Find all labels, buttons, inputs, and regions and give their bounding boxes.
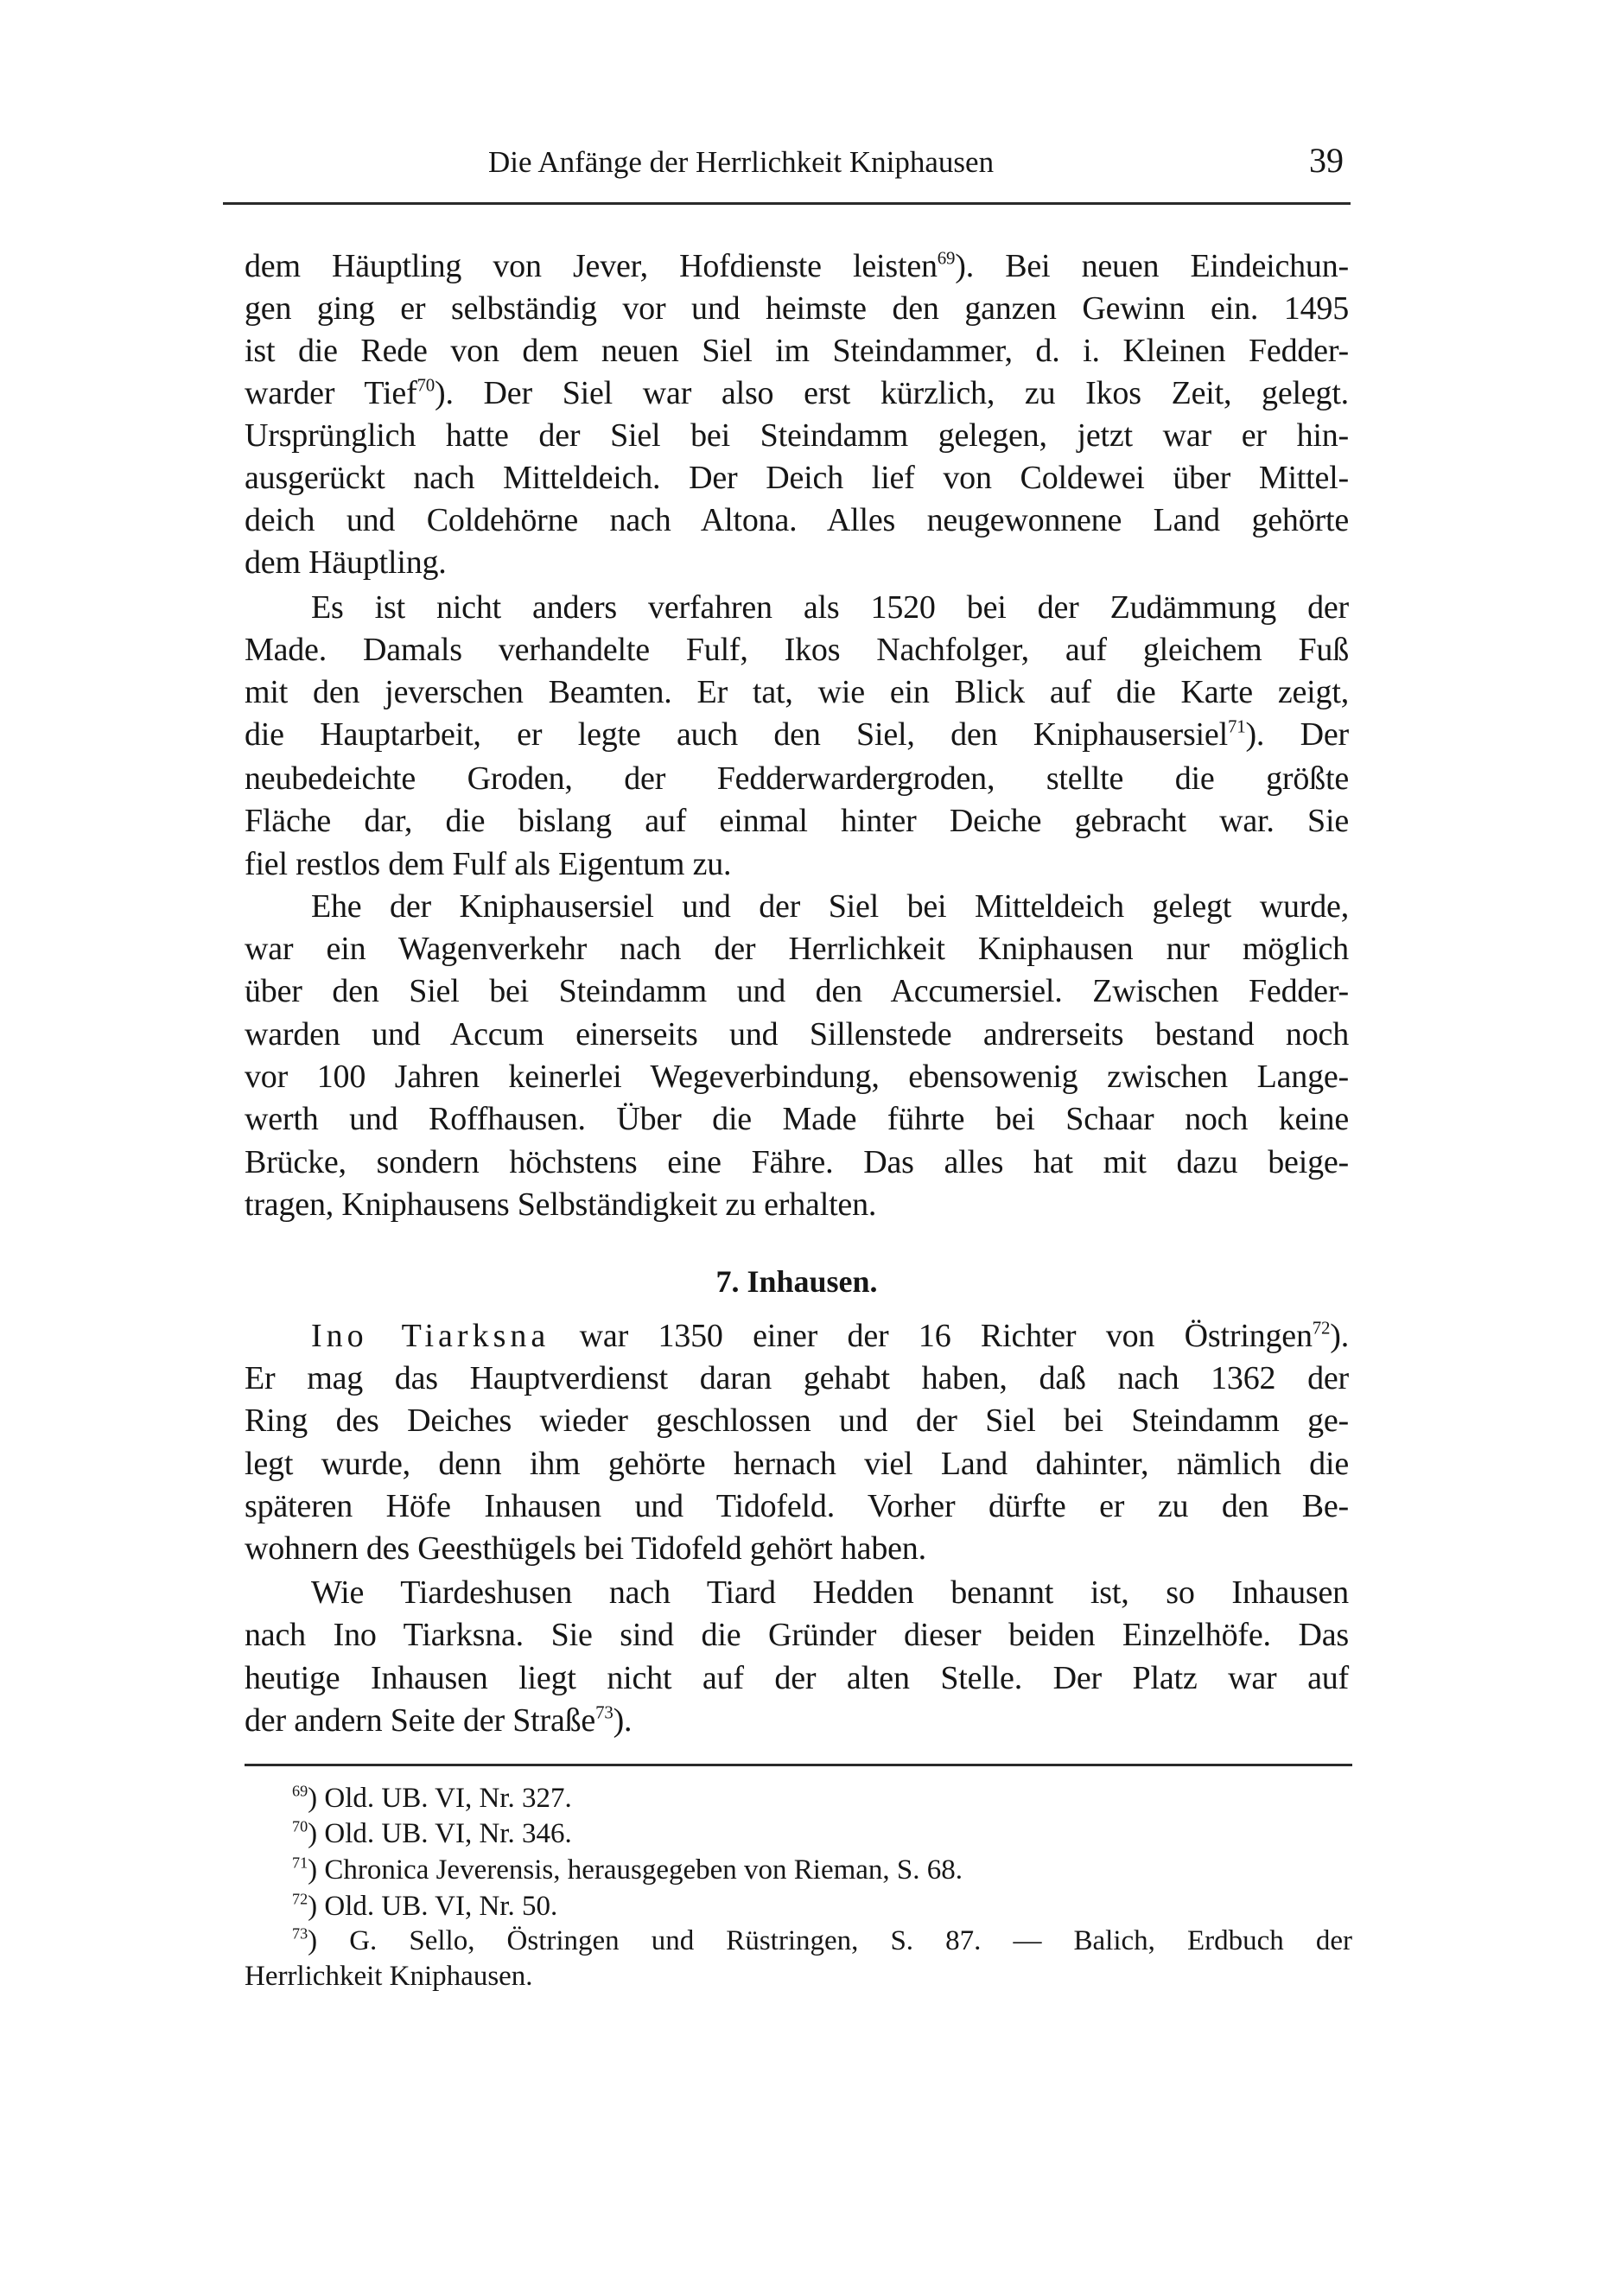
- text-run: die Hauptarbeit, er legte auch den Siel, den Kniphausersiel: [245, 716, 1228, 753]
- running-title: Die Anfänge der Herrlichkeit Kniphausen: [488, 145, 995, 179]
- footnote-text: ) Old. UB. VI, Nr. 50.: [308, 1891, 558, 1922]
- text-run: war ein Wagenverkehr nach der Herrlichkeit Kniphausen nur möglich: [245, 931, 1349, 967]
- footnote-ref: 73: [595, 1701, 613, 1723]
- page-number: 39: [1309, 141, 1344, 180]
- footnote-rule: [245, 1764, 1352, 1766]
- text-line: [245, 289, 1349, 328]
- text-line: [245, 672, 1349, 712]
- text-line: [245, 331, 1349, 371]
- text-line: [245, 1185, 1349, 1224]
- footnote-text: ) Old. UB. VI, Nr. 346.: [308, 1818, 572, 1849]
- footnote-ref: 70: [416, 374, 435, 396]
- footnote-number: 71: [292, 1854, 308, 1872]
- text-line: [245, 1529, 1349, 1568]
- text-line: [245, 1358, 1349, 1398]
- text-line: [245, 1014, 1349, 1054]
- footnote: [292, 1816, 572, 1851]
- text-line: [245, 416, 1349, 455]
- text-run: Made. Damals verhandelte Fulf, Ikos Nachfolger, auf gleichem Fuß: [245, 632, 1349, 668]
- text-run: ist die Rede von dem neuen Siel im Steindammer, d. i. Kleinen Fedder-: [245, 333, 1349, 369]
- footnote: [245, 1959, 533, 1994]
- text-run: ).: [613, 1702, 633, 1739]
- text-run: warder Tief: [245, 375, 417, 411]
- text-run: gen ging er selbständig vor und heimste den ganzen Gewinn ein. 1495: [245, 290, 1349, 327]
- footnote: [292, 1853, 963, 1887]
- text-line: [245, 500, 1349, 540]
- footnote-text: ) Chronica Jeverensis, herausgegeben von Rieman, S. 68.: [308, 1854, 963, 1886]
- footnote-ref: 69: [937, 247, 956, 269]
- footnote-text: ) Old. UB. VI, Nr. 327.: [308, 1783, 572, 1814]
- text-run: neubedeichte Groden, der Fedderwardergroden, stellte die größte: [245, 760, 1349, 797]
- text-line: [245, 844, 1349, 884]
- text-line: [245, 1486, 1349, 1526]
- text-line: [245, 759, 1349, 798]
- text-run: war 1350 einer der 16 Richter von Östringen: [550, 1318, 1313, 1354]
- text-line: [245, 458, 1349, 498]
- text-run: dem Häuptling.: [245, 544, 447, 581]
- text-line: [311, 588, 1349, 627]
- footnote-number: 73: [292, 1924, 308, 1943]
- footnote-ref: 72: [1312, 1317, 1331, 1339]
- section-heading: 7. Inhausen.: [715, 1264, 878, 1299]
- text-run: späteren Höfe Inhausen und Tidofeld. Vorher dürfte er zu den Be-: [245, 1488, 1349, 1524]
- text-run: Brücke, sondern höchstens eine Fähre. Das alles hat mit dazu beige-: [245, 1144, 1349, 1180]
- text-line: [245, 715, 1349, 754]
- text-run: werth und Roffhausen. Über die Made führte bei Schaar noch keine: [245, 1101, 1349, 1137]
- text-line: [245, 1701, 1349, 1740]
- text-line: [245, 1401, 1349, 1441]
- text-run: ausgerückt nach Mitteldeich. Der Deich lief von Coldewei über Mittel-: [245, 460, 1349, 496]
- text-line: [311, 887, 1349, 926]
- text-run: ). Der: [1245, 716, 1350, 753]
- text-run: ).: [1330, 1318, 1350, 1354]
- text-run: tragen, Kniphausens Selbständigkeit zu erhalten.: [245, 1186, 877, 1223]
- footnote-text: Herrlichkeit Kniphausen.: [245, 1961, 533, 1992]
- text-run: ). Bei neuen Eindeichun-: [955, 248, 1349, 284]
- text-line: [245, 1615, 1349, 1655]
- text-line: [245, 630, 1349, 670]
- text-run: Ursprünglich hatte der Siel bei Steindamm gelegen, jetzt war er hin-: [245, 417, 1349, 454]
- footnote: [292, 1781, 572, 1816]
- text-run: über den Siel bei Steindamm und den Accumersiel. Zwischen Fedder-: [245, 973, 1349, 1009]
- text-line: [245, 971, 1349, 1011]
- footnote-ref: 71: [1227, 716, 1246, 737]
- text-run: nach Ino Tiarksna. Sie sind die Gründer dieser beiden Einzelhöfe. Das: [245, 1617, 1349, 1653]
- text-run: Er mag das Hauptverdienst daran gehabt haben, daß nach 1362 der: [245, 1360, 1349, 1396]
- text-line: [245, 1057, 1349, 1097]
- text-line: [245, 801, 1349, 841]
- text-run: Ring des Deiches wieder geschlossen und der Siel bei Steindamm ge-: [245, 1402, 1349, 1439]
- text-line: [245, 1444, 1349, 1484]
- text-run: deich und Coldehörne nach Altona. Alles neugewonnene Land gehörte: [245, 502, 1349, 538]
- footnote: [292, 1889, 557, 1924]
- text-run: Ino Tiarksna: [311, 1318, 550, 1354]
- text-run: heutige Inhausen liegt nicht auf der alten Stelle. Der Platz war auf: [245, 1660, 1349, 1696]
- text-run: mit den jeverschen Beamten. Er tat, wie ein Blick auf die Karte zeigt,: [245, 674, 1349, 710]
- text-run: Ehe der Kniphausersiel und der Siel bei Mitteldeich gelegt wurde,: [311, 888, 1349, 925]
- header-rule: [223, 202, 1351, 205]
- text-run: dem Häuptling von Jever, Hofdienste leisten: [245, 248, 938, 284]
- text-run: Fläche dar, die bislang auf einmal hinter Deiche gebracht war. Sie: [245, 803, 1349, 839]
- footnote-number: 70: [292, 1817, 308, 1835]
- text-run: wohnern des Geesthügels bei Tidofeld gehört haben.: [245, 1530, 926, 1567]
- text-line: [311, 1316, 1349, 1356]
- text-line: [245, 929, 1349, 969]
- text-line: [311, 1573, 1349, 1612]
- footnote: [292, 1924, 1352, 1958]
- text-line: [245, 373, 1349, 413]
- footnote-number: 69: [292, 1782, 308, 1800]
- text-run: vor 100 Jahren keinerlei Wegeverbindung, ebensowenig zwischen Lange-: [245, 1059, 1349, 1095]
- text-line: [245, 1099, 1349, 1139]
- text-run: fiel restlos dem Fulf als Eigentum zu.: [245, 846, 732, 882]
- footnote-text: ) G. Sello, Östringen und Rüstringen, S. 87. — Balich, Erdbuch der: [308, 1925, 1352, 1956]
- text-run: Es ist nicht anders verfahren als 1520 bei der Zudämmung der: [311, 589, 1349, 626]
- footnote-number: 72: [292, 1890, 308, 1908]
- text-run: Wie Tiardeshusen nach Tiard Hedden benannt ist, so Inhausen: [311, 1574, 1349, 1611]
- text-line: [245, 246, 1349, 286]
- text-run: der andern Seite der Straße: [245, 1702, 596, 1739]
- text-line: [245, 543, 1349, 582]
- text-run: warden und Accum einerseits und Sillenstede andrerseits bestand noch: [245, 1016, 1349, 1053]
- text-line: [245, 1142, 1349, 1182]
- text-run: ). Der Siel war also erst kürzlich, zu Ikos Zeit, gelegt.: [435, 375, 1349, 411]
- text-run: legt wurde, denn ihm gehörte hernach viel Land dahinter, nämlich die: [245, 1446, 1349, 1482]
- text-line: [245, 1658, 1349, 1698]
